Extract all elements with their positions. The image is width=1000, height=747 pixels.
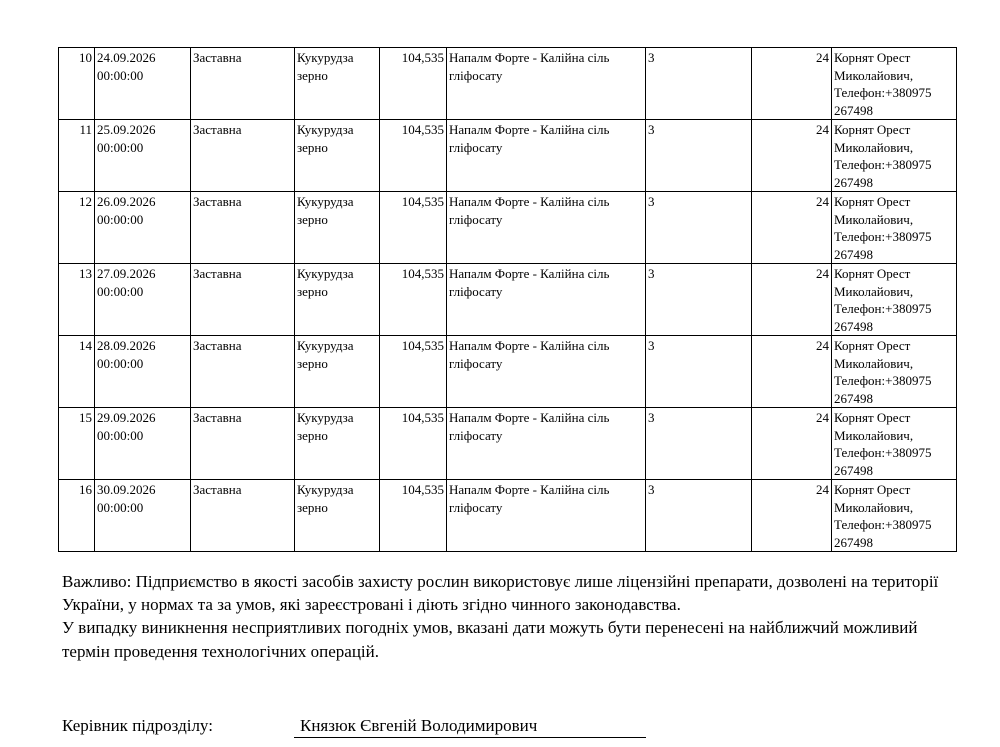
important-note: Важливо: Підприємство в якості засобів захисту рослин використовує лише ліцензійні препарати, дозволені на території України, у нормах та за умов, які зареєстровані і діють згідно чинного законодавства. xyxy=(62,572,939,615)
table-row xyxy=(59,264,957,336)
area-cell: 104,535 xyxy=(380,336,447,408)
time-value: 00:00:00 xyxy=(97,67,144,83)
table-row xyxy=(59,120,957,192)
area-cell: 104,535 xyxy=(380,192,447,264)
crop-cell: Кукурудза зерно xyxy=(295,408,380,480)
type-cell: Заставна xyxy=(191,192,295,264)
crop-cell: Кукурудза зерно xyxy=(295,336,380,408)
row-number-cell: 10 xyxy=(59,48,95,120)
weather-note: У випадку виникнення несприятливих погодніх умов, вказані дати можуть бути перенесені на найближчий можливий термін проведення технологічних операцій. xyxy=(62,618,918,661)
rate-cell: 3 xyxy=(646,192,752,264)
total-cell: 24 xyxy=(752,48,832,120)
date-cell xyxy=(95,408,191,480)
total-cell: 24 xyxy=(752,408,832,480)
date-cell xyxy=(95,264,191,336)
table-row xyxy=(59,408,957,480)
table-row xyxy=(59,48,957,120)
time-value: 00:00:00 xyxy=(97,499,144,515)
date-value: 27.09.2026 xyxy=(97,266,156,281)
row-number-cell: 11 xyxy=(59,120,95,192)
table-row xyxy=(59,192,957,264)
product-cell: Напалм Форте - Калійна сіль гліфосату xyxy=(447,192,646,264)
table-row xyxy=(59,480,957,552)
product-cell: Напалм Форте - Калійна сіль гліфосату xyxy=(447,264,646,336)
date-value: 28.09.2026 xyxy=(97,338,156,353)
area-cell: 104,535 xyxy=(380,408,447,480)
rate-cell: 3 xyxy=(646,264,752,336)
contact-cell: Корнят Орест Миколайович, Телефон:+380975 267498 xyxy=(832,336,957,408)
total-cell: 24 xyxy=(752,480,832,552)
rate-cell: 3 xyxy=(646,480,752,552)
signature-label: Керівник підрозділу: xyxy=(62,716,213,735)
date-value: 26.09.2026 xyxy=(97,194,156,209)
schedule-rows xyxy=(59,48,957,552)
product-cell: Напалм Форте - Калійна сіль гліфосату xyxy=(447,336,646,408)
notes-block xyxy=(62,570,942,663)
area-cell: 104,535 xyxy=(380,48,447,120)
area-cell: 104,535 xyxy=(380,480,447,552)
crop-cell: Кукурудза зерно xyxy=(295,480,380,552)
row-number-cell: 14 xyxy=(59,336,95,408)
time-value: 00:00:00 xyxy=(97,139,144,155)
crop-cell: Кукурудза зерно xyxy=(295,120,380,192)
contact-cell: Корнят Орест Миколайович, Телефон:+380975 267498 xyxy=(832,408,957,480)
area-cell: 104,535 xyxy=(380,264,447,336)
contact-cell: Корнят Орест Миколайович, Телефон:+380975 267498 xyxy=(832,480,957,552)
product-cell: Напалм Форте - Калійна сіль гліфосату xyxy=(447,48,646,120)
time-value: 00:00:00 xyxy=(97,427,144,443)
signature-block xyxy=(62,714,682,740)
date-value: 30.09.2026 xyxy=(97,482,156,497)
total-cell: 24 xyxy=(752,336,832,408)
time-value: 00:00:00 xyxy=(97,355,144,371)
signature-name: Князюк Євгеній Володимирович xyxy=(294,714,646,738)
area-cell: 104,535 xyxy=(380,120,447,192)
rate-cell: 3 xyxy=(646,336,752,408)
rate-cell: 3 xyxy=(646,48,752,120)
date-cell xyxy=(95,120,191,192)
row-number-cell: 13 xyxy=(59,264,95,336)
date-cell xyxy=(95,48,191,120)
rate-cell: 3 xyxy=(646,408,752,480)
contact-cell: Корнят Орест Миколайович, Телефон:+380975 267498 xyxy=(832,192,957,264)
total-cell: 24 xyxy=(752,264,832,336)
total-cell: 24 xyxy=(752,120,832,192)
schedule-table xyxy=(58,47,957,552)
date-cell xyxy=(95,336,191,408)
type-cell: Заставна xyxy=(191,264,295,336)
date-cell xyxy=(95,192,191,264)
date-value: 29.09.2026 xyxy=(97,410,156,425)
type-cell: Заставна xyxy=(191,408,295,480)
type-cell: Заставна xyxy=(191,480,295,552)
time-value: 00:00:00 xyxy=(97,283,144,299)
type-cell: Заставна xyxy=(191,120,295,192)
contact-cell: Корнят Орест Миколайович, Телефон:+380975 267498 xyxy=(832,48,957,120)
product-cell: Напалм Форте - Калійна сіль гліфосату xyxy=(447,408,646,480)
contact-cell: Корнят Орест Миколайович, Телефон:+380975 267498 xyxy=(832,264,957,336)
row-number-cell: 16 xyxy=(59,480,95,552)
row-number-cell: 12 xyxy=(59,192,95,264)
crop-cell: Кукурудза зерно xyxy=(295,48,380,120)
total-cell: 24 xyxy=(752,192,832,264)
date-cell xyxy=(95,480,191,552)
product-cell: Напалм Форте - Калійна сіль гліфосату xyxy=(447,480,646,552)
type-cell: Заставна xyxy=(191,336,295,408)
date-value: 24.09.2026 xyxy=(97,50,156,65)
crop-cell: Кукурудза зерно xyxy=(295,192,380,264)
crop-cell: Кукурудза зерно xyxy=(295,264,380,336)
type-cell: Заставна xyxy=(191,48,295,120)
rate-cell: 3 xyxy=(646,120,752,192)
product-cell: Напалм Форте - Калійна сіль гліфосату xyxy=(447,120,646,192)
table-row xyxy=(59,336,957,408)
time-value: 00:00:00 xyxy=(97,211,144,227)
row-number-cell: 15 xyxy=(59,408,95,480)
date-value: 25.09.2026 xyxy=(97,122,156,137)
contact-cell: Корнят Орест Миколайович, Телефон:+380975 267498 xyxy=(832,120,957,192)
